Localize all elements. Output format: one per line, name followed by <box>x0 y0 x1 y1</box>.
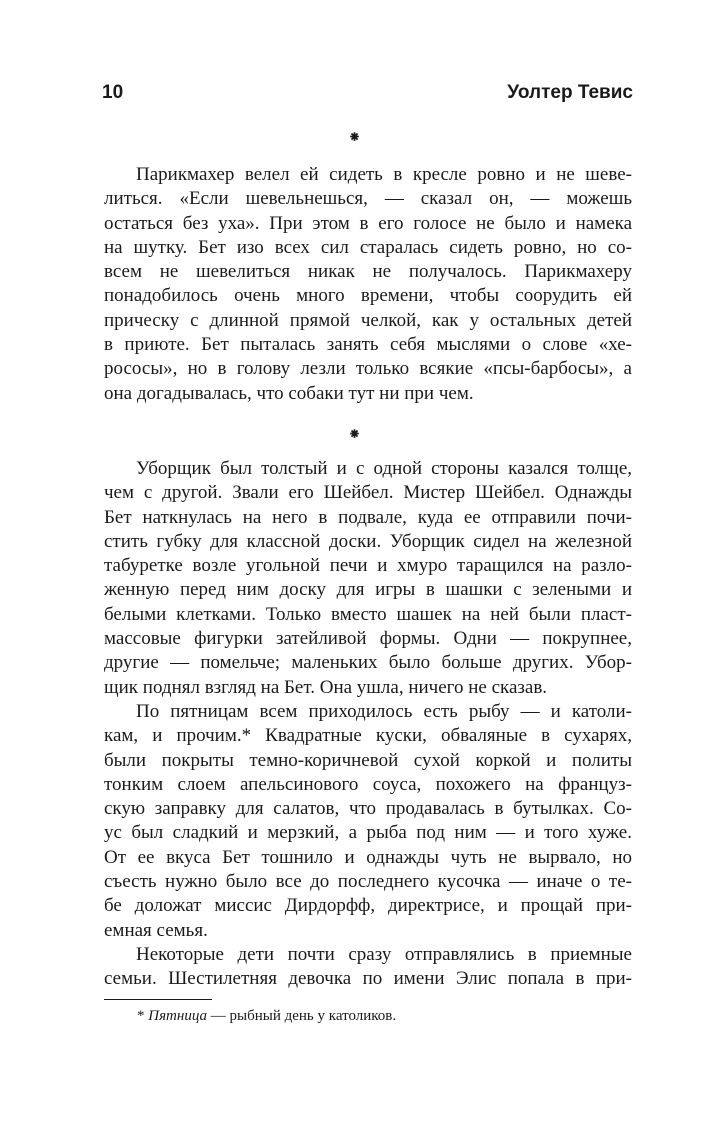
page-number: 10 <box>102 82 124 103</box>
paragraph-barber <box>104 163 632 406</box>
text-line: женную перед ним доску для игры в шашки с зелеными и <box>104 579 632 601</box>
footnote-marker: * <box>137 1008 145 1024</box>
footnote-rule <box>104 999 212 1000</box>
text-line: Некоторые дети почти сразу отправлялись в приемные <box>136 944 632 965</box>
footnote <box>137 1006 396 1026</box>
text-line: Парикмахер велел ей сидеть в кресле ровно и не шеве- <box>136 164 632 185</box>
text-line: По пятницам всем приходилось есть рыбу — и католи- <box>136 701 632 722</box>
text-line: на шутку. Бет изо всех сил старалась сидеть ровно, но со- <box>104 236 632 258</box>
text-line: емная семья. <box>104 919 208 941</box>
text-line: понадобилось очень много времени, чтобы соорудить ей <box>104 285 632 307</box>
paragraph-janitor <box>104 457 632 700</box>
text-line: тонким слоем апельсинового соуса, похожего на француз- <box>104 773 632 795</box>
text-line: прическу с длинной прямой челкой, как у остальных детей <box>104 309 632 331</box>
text-line: Бет наткнулась на него в подвале, куда ее отправили почи- <box>104 506 632 528</box>
paragraph-foster <box>104 943 632 992</box>
footnote-term: Пятница <box>148 1008 208 1024</box>
text-line: Уборщик был толстый и с одной стороны казался толще, <box>136 458 632 479</box>
text-line: кам, и прочим.* Квадратные куски, обваляные в сухарях, <box>104 725 632 747</box>
running-head: Уолтер Тевис <box>507 82 633 103</box>
text-line: бе доложат миссис Дирдорфф, директрисе, и прощай при- <box>104 895 632 917</box>
text-line: другие — помельче; маленьких было больше других. Убор- <box>104 652 632 674</box>
text-line: остаться без уха». При этом в его голосе не было и намека <box>104 212 632 234</box>
text-line: всем не шевелиться никак не получалось. Парикмахеру <box>104 261 632 283</box>
text-line: семьи. Шестилетняя девочка по имени Элис попала в при- <box>104 968 632 990</box>
text-line: белыми клетками. Только вместо шашек на ней были пласт- <box>104 603 632 625</box>
text-line: От ее вкуса Бет тошнило и однажды чуть не вырвало, но <box>104 846 632 868</box>
text-line: литься. «Если шевельнешься, — сказал он, — можешь <box>104 188 632 210</box>
text-line: скую заправку для салатов, что продавалась в бутылках. Со- <box>104 798 632 820</box>
text-line: она догадывалась, что собаки тут ни при чем. <box>104 382 474 404</box>
text-line: в приюте. Бет пыталась занять себя мыслями о слове «хе- <box>104 334 632 356</box>
text-line: массовые фигурки затейливой формы. Одни — покрупнее, <box>104 628 632 650</box>
footnote-text: — рыбный день у католиков. <box>207 1008 397 1024</box>
text-line: чем с другой. Звали его Шейбел. Мистер Шейбел. Однажды <box>104 482 632 504</box>
text-line: ус был сладкий и мерзкий, а рыба под ним — и того хуже. <box>104 822 632 844</box>
text-line: табуретке возле угольной печи и хмуро таращился на разло- <box>104 555 632 577</box>
text-line: съесть нужно было все до последнего кусочка — иначе о те- <box>104 871 632 893</box>
text-line: были покрыты темно-коричневой сухой коркой и политы <box>104 749 632 771</box>
section-separator: ⁕ <box>348 427 361 443</box>
text-line: щик поднял взгляд на Бет. Она ушла, ничего не сказав. <box>104 676 548 698</box>
paragraph-fridays <box>104 700 632 943</box>
section-separator: ⁕ <box>348 130 361 146</box>
text-line: рососы», но в голову лезли только всякие «псы-барбосы», а <box>104 358 632 380</box>
text-line: стить губку для классной доски. Уборщик сидел на железной <box>104 530 632 552</box>
